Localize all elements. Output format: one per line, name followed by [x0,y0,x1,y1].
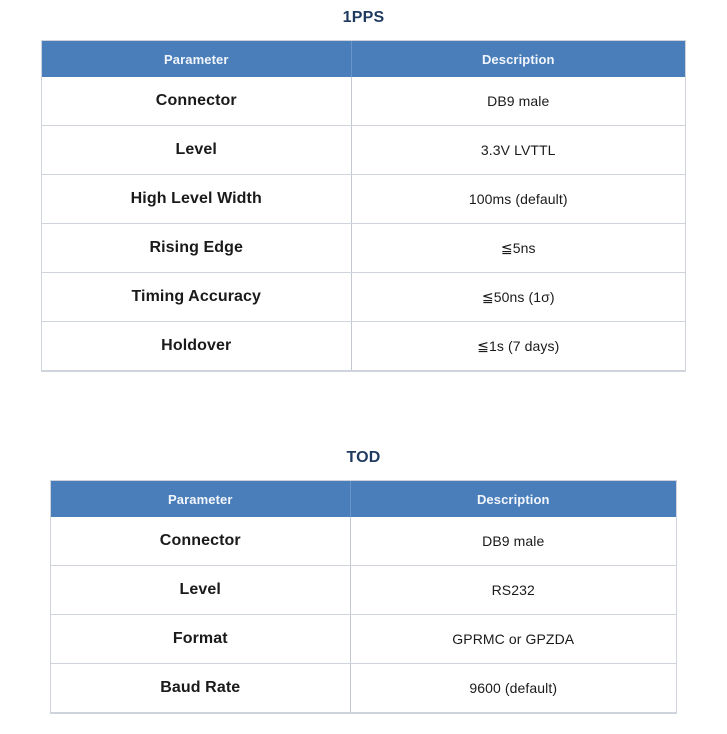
section-title-tod: TOD [346,449,381,466]
cell-description: RS232 [350,566,676,615]
cell-description: 3.3V LVTTL [351,126,685,175]
table-row [42,224,685,273]
table-body-tod [51,517,676,713]
cell-description: ≦50ns (1σ) [351,273,685,322]
cell-parameter: Baud Rate [51,664,350,713]
table-row [51,615,676,664]
cell-description: GPRMC or GPZDA [350,615,676,664]
section-tod [0,440,727,713]
cell-description: DB9 male [351,77,685,126]
cell-description: DB9 male [350,517,676,566]
column-header-description: Description [350,481,676,517]
cell-parameter: Connector [42,77,351,126]
table-row [42,77,685,126]
table-body-1pps [42,77,685,371]
cell-parameter: Level [51,566,350,615]
table-head-tod [51,481,676,517]
cell-description: 9600 (default) [350,664,676,713]
table-header-row [42,41,685,77]
cell-parameter: High Level Width [42,175,351,224]
cell-description: ≦1s (7 days) [351,322,685,371]
cell-parameter: Level [42,126,351,175]
table-row [42,175,685,224]
table-header-row [51,481,676,517]
table-row [42,126,685,175]
cell-parameter: Holdover [42,322,351,371]
table-wrapper-tod [51,467,676,713]
cell-description: ≦5ns [351,224,685,273]
table-row [51,664,676,713]
table-wrapper-1pps [42,27,685,371]
cell-parameter: Connector [51,517,350,566]
column-header-description: Description [351,41,685,77]
table-row [51,517,676,566]
cell-parameter: Format [51,615,350,664]
table-row [42,273,685,322]
cell-parameter: Rising Edge [42,224,351,273]
spec-table-tod [51,481,676,713]
table-row [42,322,685,371]
section-title-1pps: 1PPS [342,9,385,26]
cell-description: 100ms (default) [351,175,685,224]
column-header-parameter: Parameter [42,41,351,77]
cell-parameter: Timing Accuracy [42,273,351,322]
spec-table-1pps [42,41,685,371]
table-row [51,566,676,615]
column-header-parameter: Parameter [51,481,350,517]
table-head-1pps [42,41,685,77]
